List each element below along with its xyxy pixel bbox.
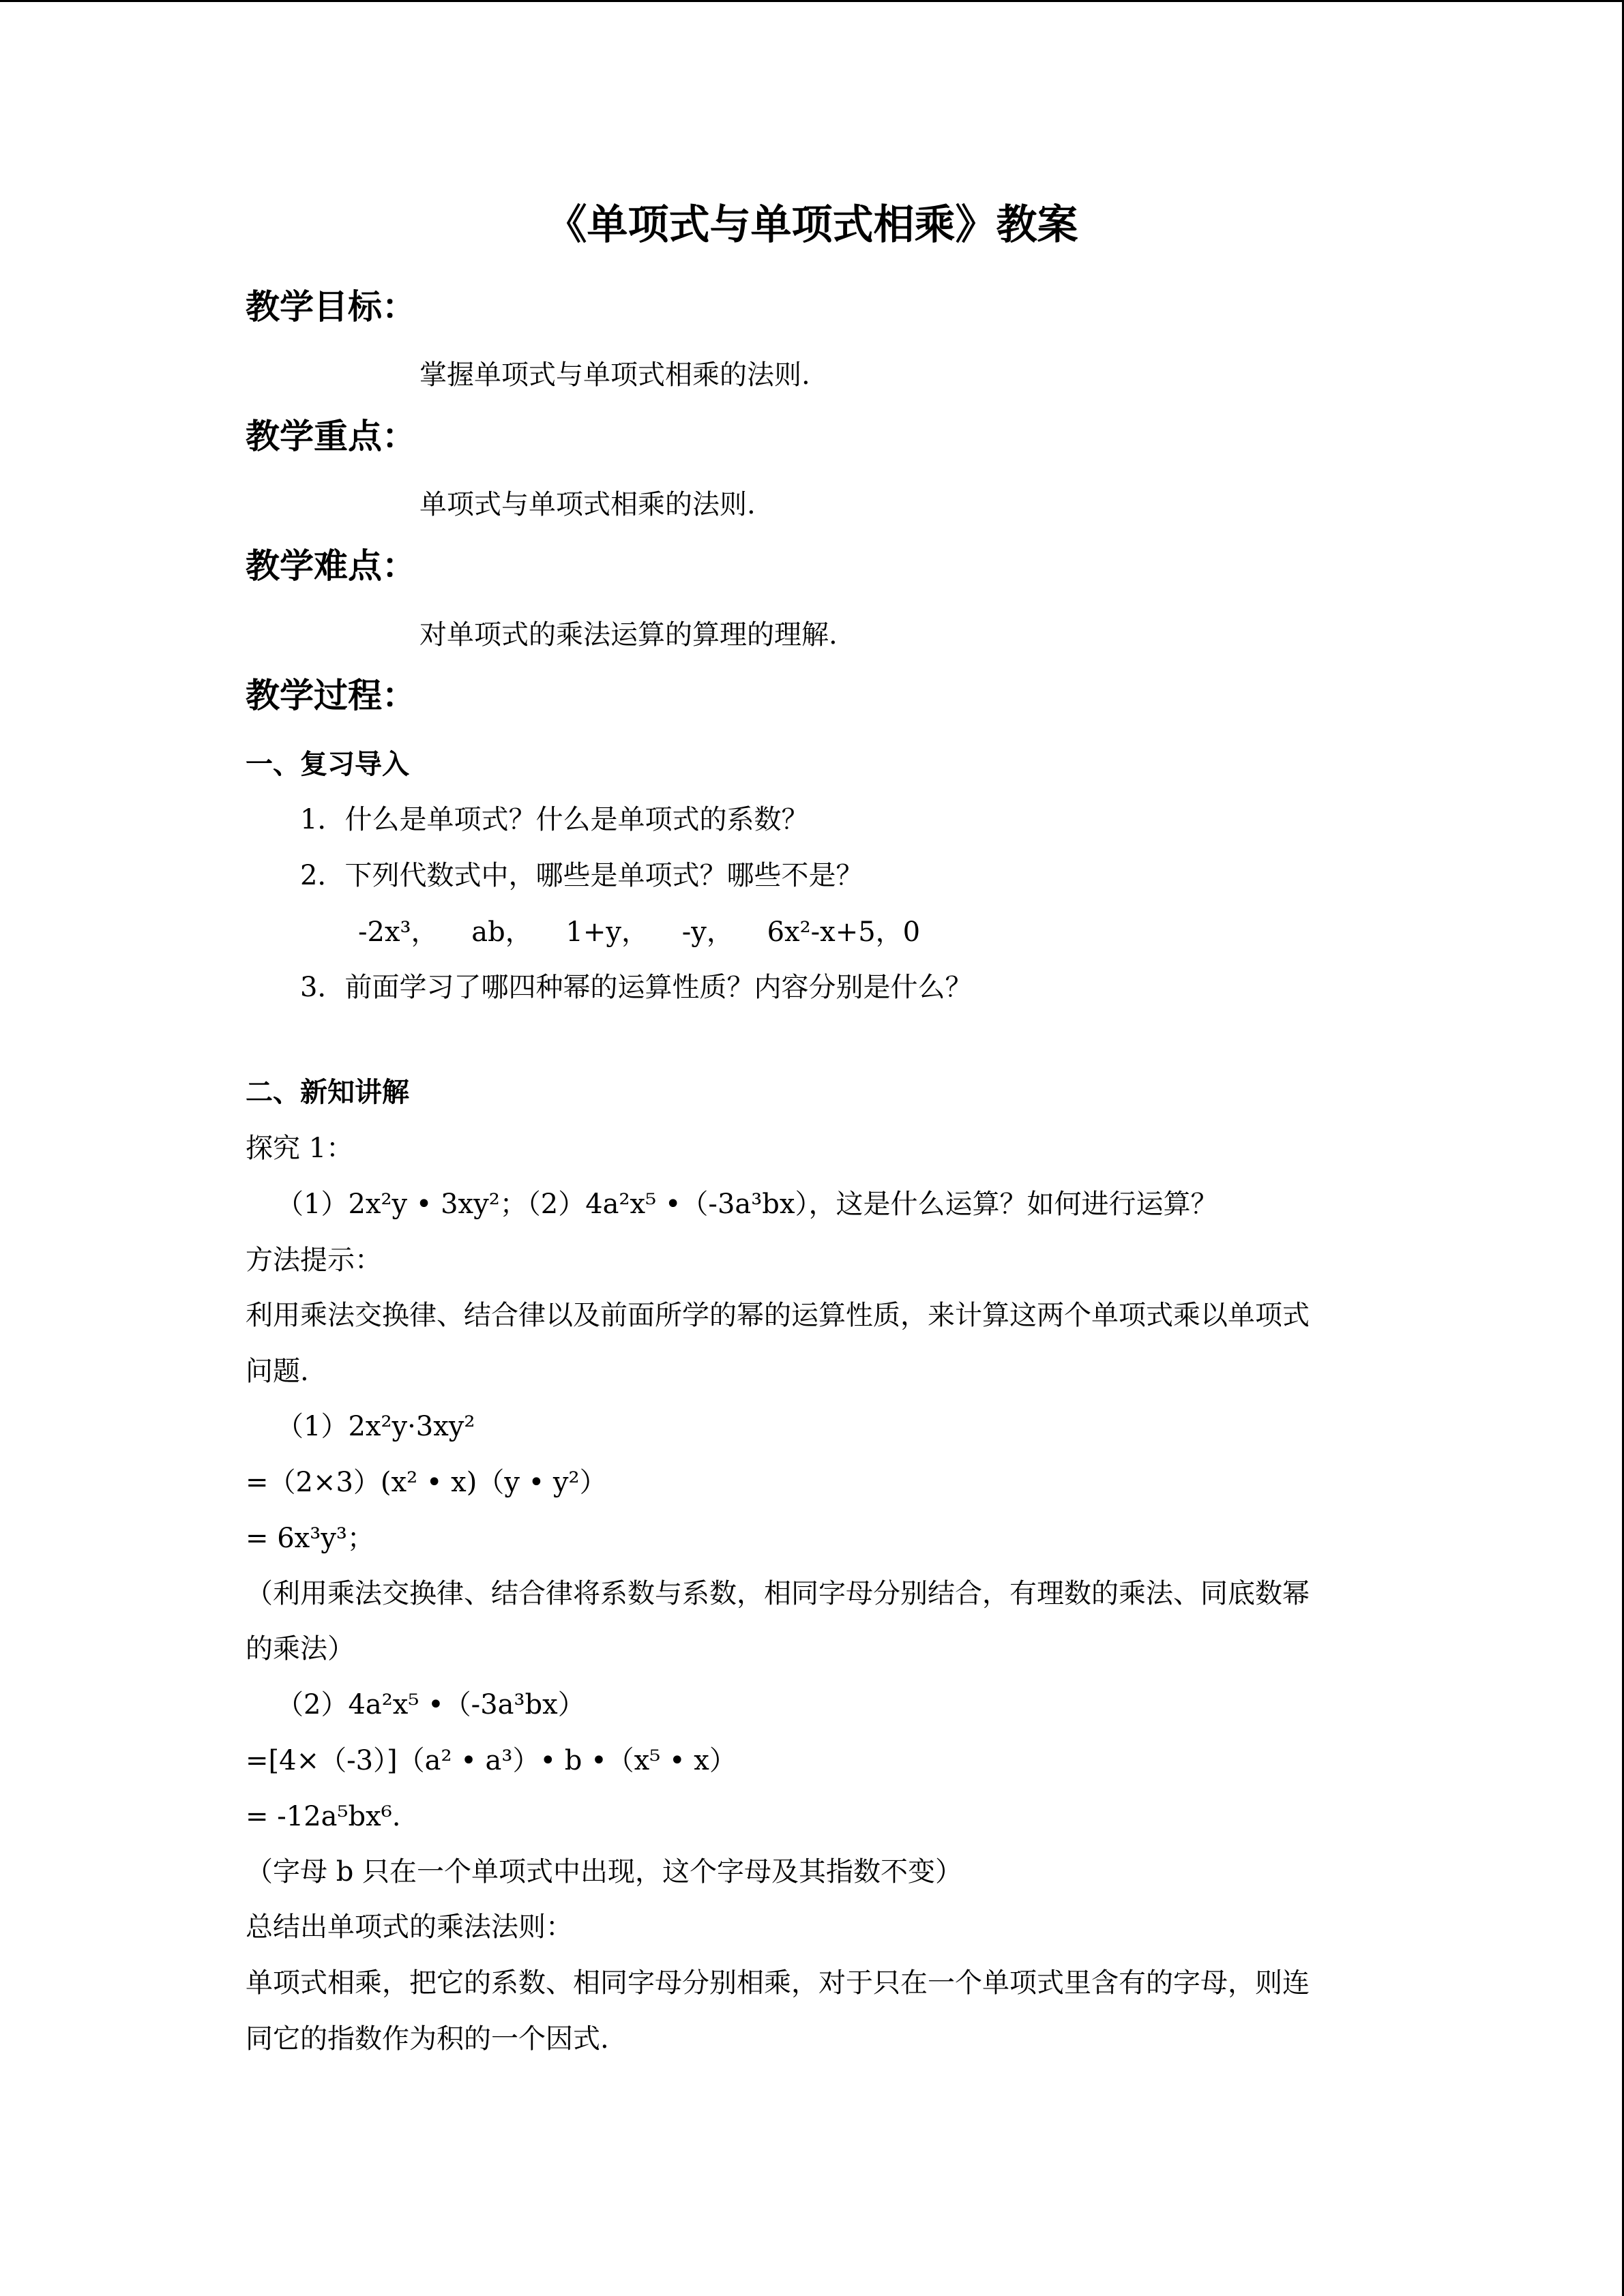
problem-2-step-1: =[4×（-3）]（a² • a³）• b •（x⁵ • x） — [246, 1745, 737, 1776]
explore-label: 探究 1： — [246, 1133, 354, 1164]
problem-2-note: （字母 b 只在一个单项式中出现，这个字母及其指数不变） — [246, 1856, 963, 1888]
rule-text-line-2: 同它的指数作为积的一个因式. — [246, 2023, 609, 2055]
expression-item: -y， — [681, 916, 734, 948]
document-title: 《单项式与单项式相乘》教案 — [546, 201, 1078, 249]
expression-item: -2x³， — [358, 916, 439, 948]
top-border — [0, 0, 1624, 2]
difficulties-heading: 教学难点： — [246, 546, 416, 586]
problem-statement: （1）2x²y • 3xy²；（2）4a²x⁵ •（-3a³bx），这是什么运算？如何进行运算？ — [276, 1189, 1218, 1220]
review-question-3: 3．前面学习了哪四种幂的运算性质？内容分别是什么？ — [300, 972, 973, 1003]
difficulties-text: 对单项式的乘法运算的算理的理解. — [419, 619, 838, 651]
problem-1-step-2: = 6x³y³； — [246, 1523, 374, 1554]
process-heading: 教学过程： — [246, 676, 416, 715]
problem-1-note-line-2: 的乘法） — [246, 1633, 355, 1665]
review-question-1: 1．什么是单项式？什么是单项式的系数？ — [300, 804, 809, 835]
rule-text-line-1: 单项式相乘，把它的系数、相同字母分别相乘，对于只在一个单项式里含有的字母，则连 — [246, 1967, 1310, 1999]
problem-1-note-line-1: （利用乘法交换律、结合律将系数与系数，相同字母分别结合，有理数的乘法、同底数幂 — [246, 1578, 1310, 1609]
new-knowledge-heading: 二、新知讲解 — [246, 1077, 409, 1108]
review-heading: 一、复习导入 — [246, 749, 409, 780]
expression-item: 1+y， — [565, 916, 649, 948]
problem-2-step-2: = -12a⁵bx⁶. — [246, 1801, 401, 1832]
problem-2-expression: （2）4a²x⁵ •（-3a³bx） — [276, 1689, 585, 1720]
hint-text-line-2: 问题. — [246, 1356, 309, 1387]
expression-item: ab， — [471, 916, 533, 948]
hint-heading: 方法提示： — [246, 1244, 382, 1276]
problem-1-step-1: =（2×3）(x² • x)（y • y²） — [246, 1467, 607, 1498]
objectives-heading: 教学目标： — [246, 287, 416, 327]
rule-heading: 总结出单项式的乘法法则： — [246, 1911, 573, 1943]
key-points-heading: 教学重点： — [246, 417, 416, 456]
review-question-2: 2．下列代数式中，哪些是单项式？哪些不是？ — [300, 860, 863, 891]
expression-item: 6x²-x+5，0 — [767, 916, 921, 948]
key-points-text: 单项式与单项式相乘的法则. — [419, 489, 756, 520]
objectives-text: 掌握单项式与单项式相乘的法则. — [419, 359, 810, 391]
algebraic-expressions — [358, 913, 920, 951]
hint-text-line-1: 利用乘法交换律、结合律以及前面所学的幂的运算性质，来计算这两个单项式乘以单项式 — [246, 1300, 1310, 1331]
problem-1-expression: （1）2x²y·3xy² — [276, 1411, 475, 1442]
